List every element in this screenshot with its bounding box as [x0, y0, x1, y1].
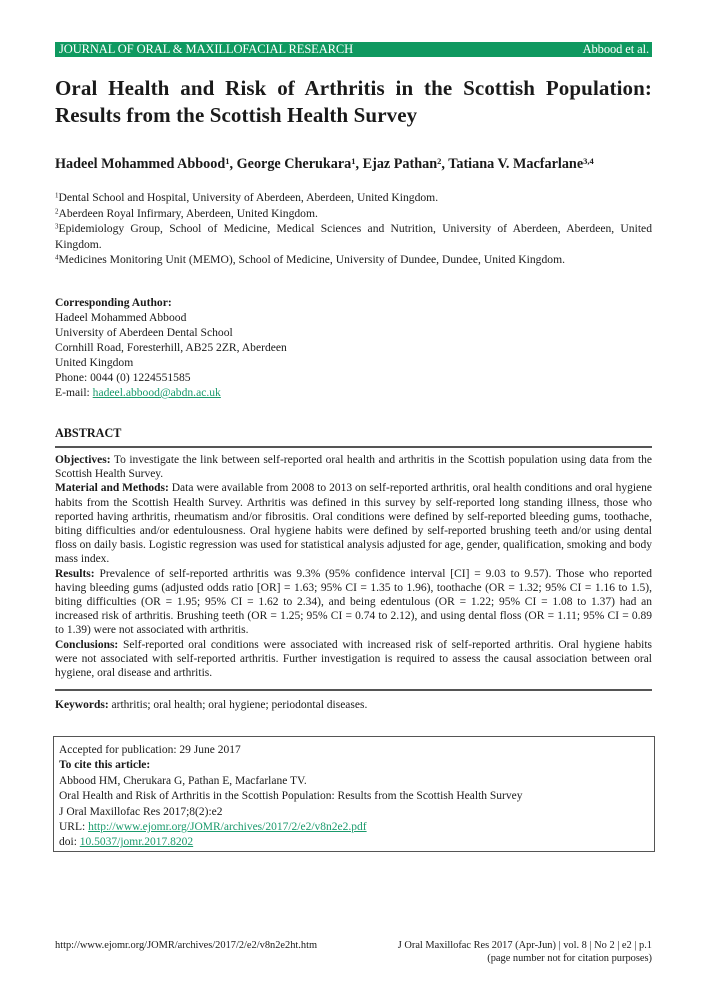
footer-page-note: (page number not for citation purposes): [487, 953, 652, 964]
affiliation: $^3$Epidemiology Group, School of Medicine, Medical Sciences and Nutrition, University of Aberdeen, Aberdeen, United Kingdom.: [55, 222, 652, 251]
footer-journal-citation: J Oral Maxillofac Res 2017 (Apr-Jun) | vol. 8 | No 2 | e2 | p.1: [397, 940, 652, 951]
journal-name: JOURNAL OF ORAL & MAXILLOFACIAL RESEARCH: [59, 42, 354, 56]
abstract-results: Results: Prevalence of self-reported arthritis was 9.3% (95% confidence interval [CI] = 9.03 to 9.57). Those who reported having bleeding gums (adjusted odds ratio [OR] = 1.63; 95% CI = 1.35 to 1.96), toothache (OR = 1.32; 95% CI = 1.16 to 1.5), biting difficulties (OR = 1.95; 95% CI = 1.62 to 2.34), and being edentulous (OR = 1.22; 95% CI = 1.08 to 1.37) had an increased risk of arthritis. Brushing teeth (OR = 1.25; 95% CI = 0.74 to 2.12), and using dental floss (OR = 1.11; 95% CI = 0.89 to 1.39) were not associated with arthritis.: [55, 567, 652, 637]
cite-url-line: URL: http://www.ejomr.org/JOMR/archives/2017/2/e2/v8n2e2.pdf: [59, 821, 367, 834]
abstract-bottom-rule: [55, 689, 652, 691]
abstract-top-rule: [55, 446, 652, 448]
corresponding-author-block: [55, 295, 375, 400]
abstract-heading: ABSTRACT: [55, 426, 122, 440]
abstract-conclusions: Conclusions: Self-reported oral conditions were associated with increased risk of self-reported arthritis. Oral hygiene habits were not associated with self-reported arthritis. Further investigation is required to assess the causal association between oral hygiene, oral disease and arthritis.: [55, 638, 652, 680]
author: Hadeel Mohammed Abbood$^1$,: [55, 155, 237, 172]
footer-journal-ref: [398, 939, 652, 965]
citation-box: [53, 736, 655, 852]
article-title: Oral Health and Risk of Arthritis in the Scottish Population: Results from the Scottish Health Survey: [55, 76, 652, 127]
accepted-date: Accepted for publication: 29 June 2017: [59, 744, 241, 756]
cite-authors: Abbood HM, Cherukara G, Pathan E, Macfarlane TV.: [59, 774, 307, 787]
cite-title: Oral Health and Risk of Arthritis in the Scottish Population: Results from the Scottish Health Survey: [59, 790, 523, 803]
author: Ejaz Pathan$^2$,: [362, 155, 449, 172]
author: Tatiana V. Macfarlane$^{3,4}$: [448, 155, 594, 172]
cite-label: To cite this article:: [59, 759, 151, 772]
affiliation-list: [55, 190, 652, 268]
affiliation: $^1$Dental School and Hospital, University of Aberdeen, Aberdeen, United Kingdom.: [55, 191, 439, 204]
abstract-methods: Material and Methods: Data were available from 2008 to 2013 on self-reported arthritis, oral health conditions and oral hygiene habits from the Scottish Health Survey. Arthritis was defined in this survey by self-reported long standing illness, those who reported having arthritis, rheumatism and/or fibrositis. Oral conditions were defined by self-reported bleeding gums, toothache, biting difficulties and/or edentulousness. Oral hygiene habits were defined by self-reported brushing teeth and/or using dental floss on daily basis. Logistic regression was used for statistical analysis adjusted for age, gender, qualification, smoking and body mass index.: [55, 482, 652, 566]
keywords-label: Keywords:: [55, 699, 109, 711]
cite-journal: J Oral Maxillofac Res 2017;8(2):e2: [59, 805, 223, 818]
email-link[interactable]: hadeel.abbood@abdn.ac.uk: [92, 386, 221, 399]
abstract-body: [55, 453, 652, 680]
doi-link[interactable]: 10.5037/jomr.2017.8202: [79, 836, 194, 849]
cite-doi-line: doi: 10.5037/jomr.2017.8202: [59, 836, 194, 849]
abstract-objectives: Objectives: To investigate the link between self-reported oral health and arthritis in the Scottish population using data from the Scottish Health Survey.: [55, 454, 652, 481]
footer-url: http://www.ejomr.org/JOMR/archives/2017/2/e2/v8n2e2ht.htm: [55, 940, 318, 951]
affiliation: $^2$Aberdeen Royal Infirmary, Aberdeen, United Kingdom.: [55, 206, 318, 220]
affiliation: $^4$Medicines Monitoring Unit (MEMO), School of Medicine, University of Dundee, Dundee, United Kingdom.: [55, 253, 565, 266]
corresponding-address: Cornhill Road, Foresterhill, AB25 2ZR, Aberdeen: [55, 341, 287, 354]
corresponding-country: United Kingdom: [55, 356, 134, 369]
keywords-list: arthritis; oral health; oral hygiene; periodontal diseases.: [108, 699, 368, 711]
corresponding-author-name: Hadeel Mohammed Abbood: [55, 311, 187, 324]
author-list: [55, 155, 652, 173]
corresponding-phone: Phone: 0044 (0) 1224551585: [55, 371, 191, 384]
article-url-link[interactable]: http://www.ejomr.org/JOMR/archives/2017/2/e2/v8n2e2.pdf: [88, 821, 367, 834]
corresponding-author-label: Corresponding Author:: [55, 296, 172, 309]
corresponding-email-line: E-mail: hadeel.abbood@abdn.ac.uk: [55, 386, 221, 399]
running-author: Abbood et al.: [582, 42, 649, 56]
keywords: [55, 698, 652, 712]
corresponding-institution: University of Aberdeen Dental School: [55, 326, 233, 339]
journal-header-bar: [55, 42, 652, 57]
author: George Cherukara$^1$,: [236, 155, 363, 172]
